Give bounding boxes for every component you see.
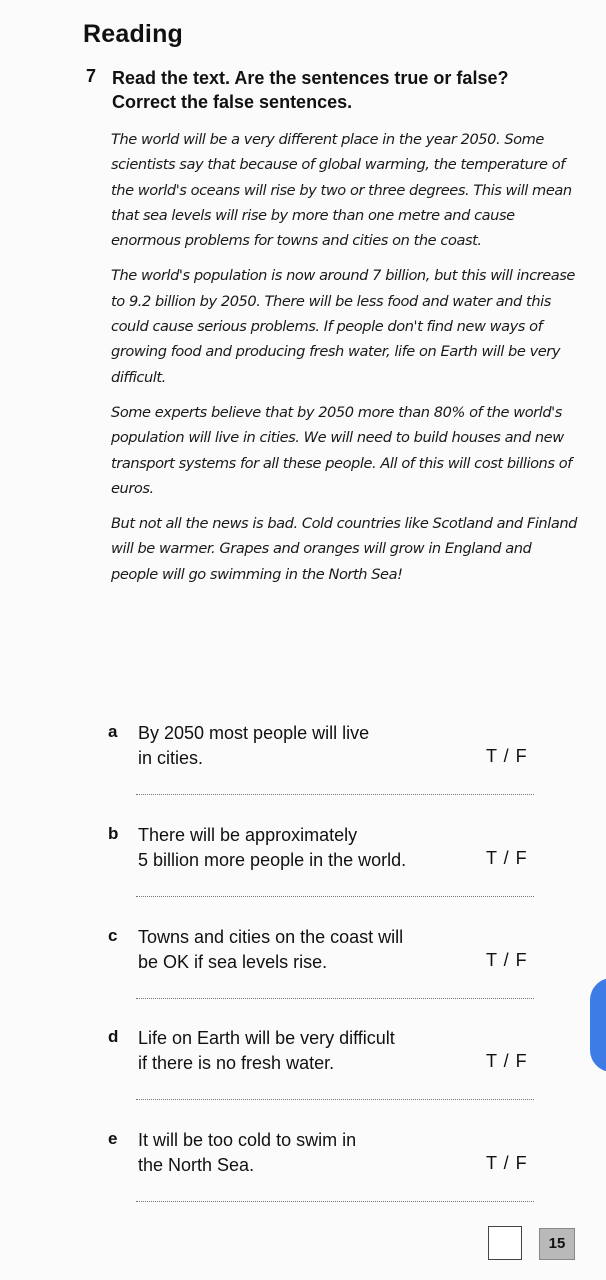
- question-text: [138, 1026, 468, 1076]
- score-box[interactable]: [488, 1226, 522, 1260]
- question-line: By 2050 most people will live: [138, 723, 370, 743]
- question-line: if there is no fresh water.: [138, 1053, 335, 1073]
- true-false-choice[interactable]: T / F: [486, 950, 528, 970]
- answer-line[interactable]: [136, 896, 534, 897]
- question-letter: c: [108, 926, 118, 945]
- question-b: [108, 823, 538, 903]
- answer-line[interactable]: [136, 998, 534, 999]
- question-line: 5 billion more people in the world.: [138, 850, 407, 870]
- instruction-line-2: Correct the false sentences.: [112, 92, 353, 112]
- question-d: [108, 1026, 538, 1106]
- question-line: Towns and cities on the coast will: [138, 927, 404, 947]
- question-text: [138, 721, 468, 771]
- reading-text: [111, 127, 581, 597]
- question-line: be OK if sea levels rise.: [138, 952, 328, 972]
- question-c: [108, 925, 538, 1005]
- paragraph: Some experts believe that by 2050 more than 80% of the world's population will live in cities. We will need to build houses and new transport systems for all these people. All of this will cost billions of euros.: [111, 403, 572, 497]
- paragraph: But not all the news is bad. Cold countries like Scotland and Finland will be warmer. Grapes and oranges will grow in England and people will go swimming in the North Sea!: [111, 515, 577, 583]
- section-title: Reading: [83, 20, 184, 48]
- question-line: the North Sea.: [138, 1155, 255, 1175]
- task-text: [112, 66, 582, 114]
- answer-line[interactable]: [136, 1201, 534, 1202]
- side-tab[interactable]: [590, 978, 606, 1072]
- true-false-choice[interactable]: T / F: [486, 1153, 528, 1173]
- answer-line[interactable]: [136, 794, 534, 795]
- answer-line[interactable]: [136, 1099, 534, 1100]
- question-e: [108, 1128, 538, 1208]
- paragraph: The world will be a very different place in the year 2050. Some scientists say that because of global warming, the temperature of the world's oceans will rise by two or three degrees. This will mean that sea levels will rise by more than one metre and cause enormous problems for towns and cities on the coast.: [111, 131, 572, 250]
- paragraph: The world's population is now around 7 billion, but this will increase to 9.2 billion by 2050. There will be less food and water and this could cause serious problems. If people don't find new ways of growing food and producing fresh water, life on Earth will be very difficult.: [111, 267, 575, 386]
- question-letter: d: [108, 1027, 119, 1046]
- true-false-choice[interactable]: T / F: [486, 746, 528, 766]
- question-letter: b: [108, 824, 119, 843]
- question-text: [138, 925, 468, 975]
- question-letter: e: [108, 1129, 118, 1148]
- question-text: [138, 823, 468, 873]
- question-line: Life on Earth will be very difficult: [138, 1028, 395, 1048]
- question-a: [108, 721, 538, 801]
- question-text: [138, 1128, 468, 1178]
- page-number: 15: [539, 1228, 575, 1260]
- true-false-choice[interactable]: T / F: [486, 848, 528, 868]
- question-line: in cities.: [138, 748, 204, 768]
- question-letter: a: [108, 722, 118, 741]
- true-false-choice[interactable]: T / F: [486, 1051, 528, 1071]
- task-number: 7: [86, 66, 97, 86]
- instruction-line-1: Read the text. Are the sentences true or false?: [112, 68, 509, 88]
- question-line: There will be approximately: [138, 825, 358, 845]
- question-line: It will be too cold to swim in: [138, 1130, 357, 1150]
